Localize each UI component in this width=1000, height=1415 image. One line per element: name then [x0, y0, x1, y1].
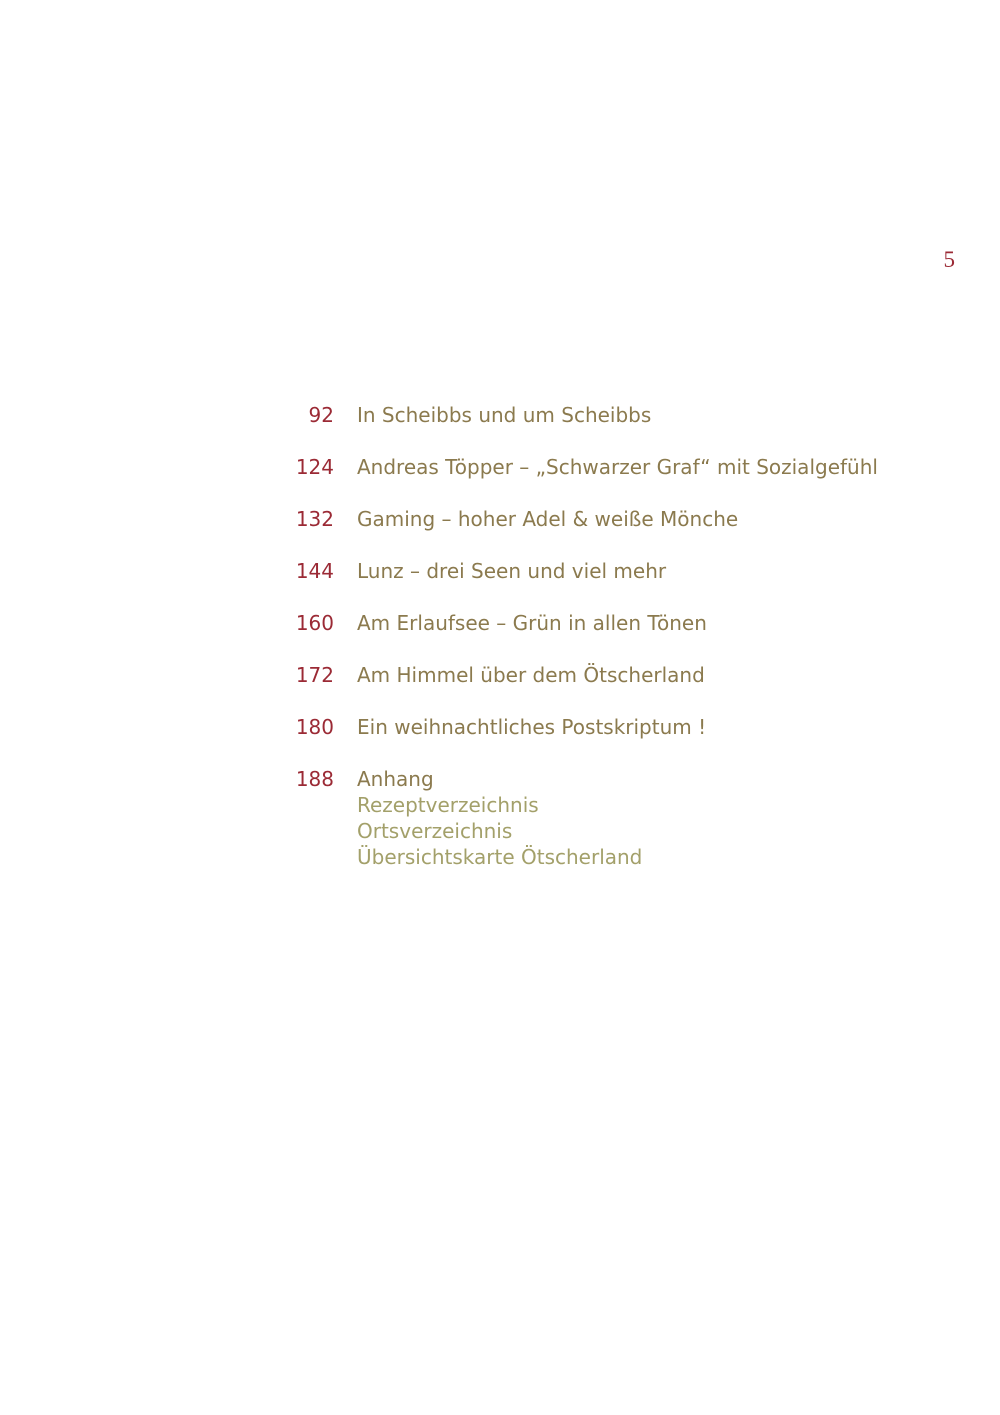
page-number: 5 — [943, 247, 955, 272]
toc-entry-title: Andreas Töpper – „Schwarzer Graf“ mit Sozialgefühl — [357, 455, 878, 479]
toc-entry-page: 144 — [295, 559, 334, 583]
toc-entry-page: 172 — [295, 663, 334, 687]
toc-entry-title: Anhang — [357, 767, 434, 791]
table-of-contents — [280, 402, 900, 896]
toc-subitem: Ortsverzeichnis — [357, 819, 513, 843]
toc-entry-page: 188 — [295, 767, 334, 791]
toc-subitem: Rezeptverzeichnis — [357, 793, 539, 817]
toc-entry-page: 180 — [295, 715, 334, 739]
toc-entry — [280, 454, 900, 480]
toc-entry — [280, 610, 900, 636]
toc-entry-page: 160 — [295, 611, 334, 635]
toc-entry-title: Am Erlaufsee – Grün in allen Tönen — [357, 611, 707, 635]
toc-entry-title: Lunz – drei Seen und viel mehr — [357, 559, 667, 583]
toc-subitem: Übersichtskarte Ötscherland — [357, 845, 643, 869]
toc-entry — [280, 402, 900, 428]
toc-entry-title: Am Himmel über dem Ötscherland — [357, 663, 705, 687]
toc-entry-title: Gaming – hoher Adel & weiße Mönche — [357, 507, 739, 531]
toc-entry — [280, 558, 900, 584]
toc-entry-page: 132 — [295, 507, 334, 531]
toc-entry — [280, 766, 900, 870]
toc-entry — [280, 506, 900, 532]
toc-entry — [280, 662, 900, 688]
toc-entry-title: Ein weihnachtliches Postskriptum ! — [357, 715, 707, 739]
toc-entry — [280, 714, 900, 740]
toc-entry-title: In Scheibbs und um Scheibbs — [357, 403, 652, 427]
toc-entry-page: 92 — [308, 403, 334, 427]
toc-entry-page: 124 — [295, 455, 334, 479]
